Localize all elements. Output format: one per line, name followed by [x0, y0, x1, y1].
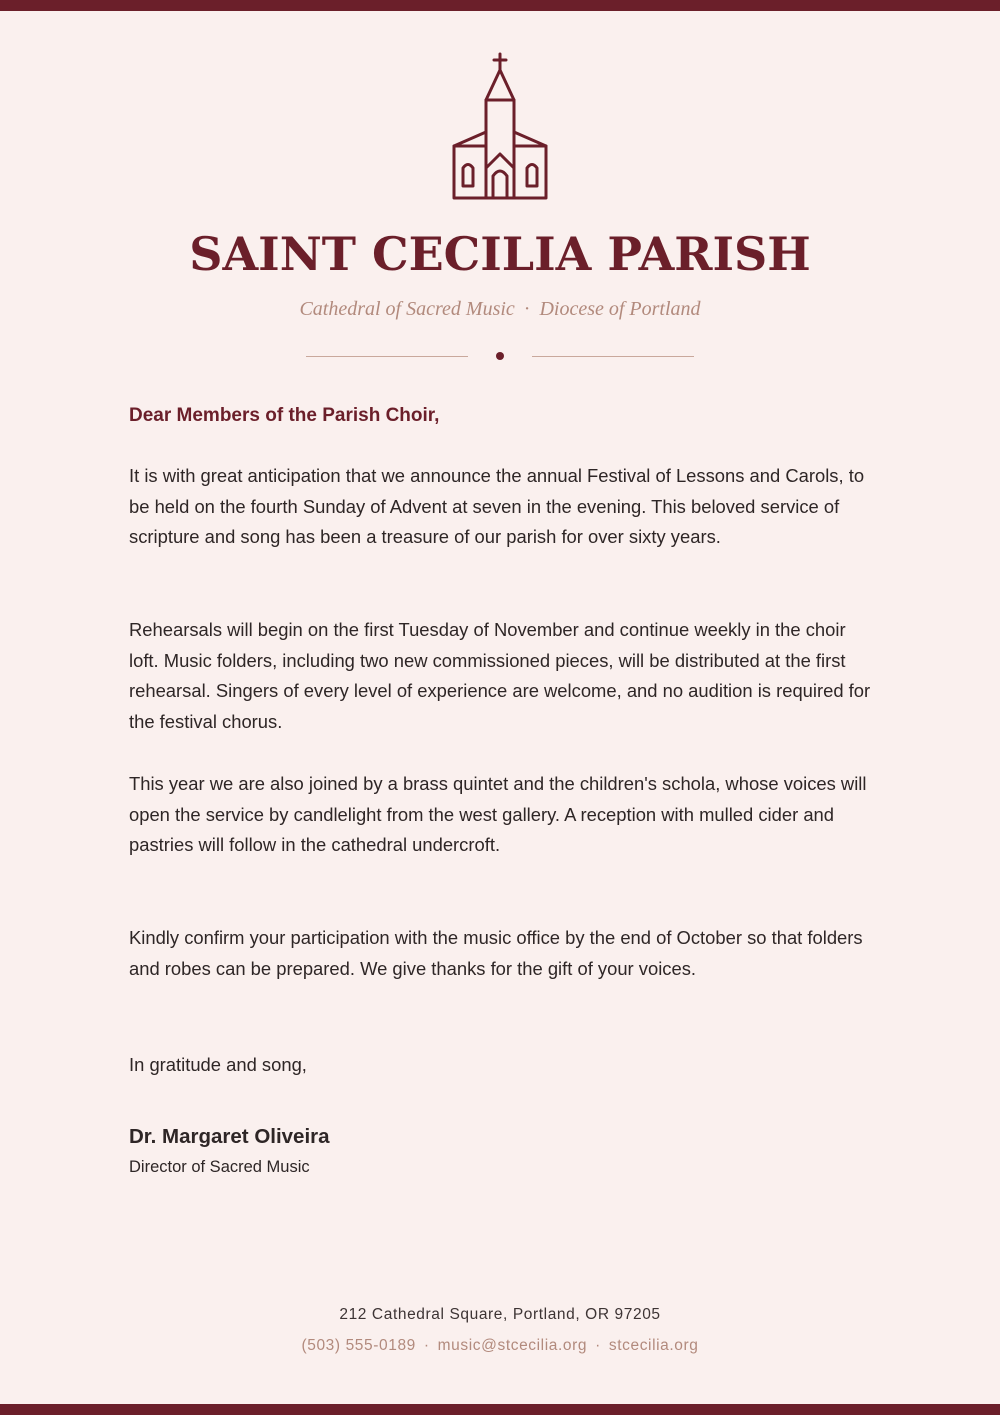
parish-subtitle: [0, 296, 1000, 322]
letter-paragraph-4: Kindly confirm your participation with the music office by the end of October so that folders and robes can be prepared. We give thanks for the gift of your voices.: [129, 927, 863, 979]
footer-email[interactable]: music@stcecilia.org: [437, 1337, 588, 1354]
footer-separator: ·: [423, 1337, 430, 1354]
divider-line-right: [532, 356, 694, 357]
top-border-bar: [0, 0, 1000, 11]
bottom-border-bar: [0, 1404, 1000, 1415]
footer-address: 212 Cathedral Square, Portland, OR 97205: [339, 1306, 661, 1323]
subtitle-diocese: Diocese of Portland: [539, 298, 701, 320]
letter-paragraph-2: Rehearsals will begin on the first Tuesday of November and continue weekly in the choir loft. Music folders, including two new commissioned pieces, will be distributed at the first rehearsal. Singers of every level of experience are welcome, and no audition is required for the festival chorus.: [129, 619, 871, 732]
footer-website[interactable]: stcecilia.org: [608, 1337, 699, 1354]
letter-salutation: Dear Members of the Parish Choir,: [129, 405, 440, 426]
footer-phone[interactable]: (503) 555-0189: [301, 1337, 416, 1354]
divider-line-left: [306, 356, 468, 357]
signature-name: Dr. Margaret Oliveira: [129, 1125, 330, 1148]
divider-dot: [496, 352, 504, 360]
subtitle-cathedral: Cathedral of Sacred Music: [299, 298, 515, 320]
footer-separator: ·: [595, 1337, 601, 1354]
letter-closing: In gratitude and song,: [129, 1054, 307, 1075]
church-icon: [451, 52, 549, 202]
subtitle-separator: ·: [523, 298, 531, 320]
signature-title: Director of Sacred Music: [129, 1158, 310, 1176]
footer-contacts: [0, 1335, 1000, 1357]
parish-title: SAINT CECILIA PARISH: [189, 227, 811, 281]
letter-paragraph-1: It is with great anticipation that we announce the annual Festival of Lessons and Carols, to be held on the fourth Sunday of Advent at seven in the evening. This beloved service of scripture and song has been a treasure of our parish for over sixty years.: [129, 465, 865, 547]
letter-paragraph-3: This year we are also joined by a brass quintet and the children's schola, whose voices will open the service by candlelight from the west gallery. A reception with mulled cider and pastries will follow in the cathedral undercroft.: [129, 773, 867, 855]
